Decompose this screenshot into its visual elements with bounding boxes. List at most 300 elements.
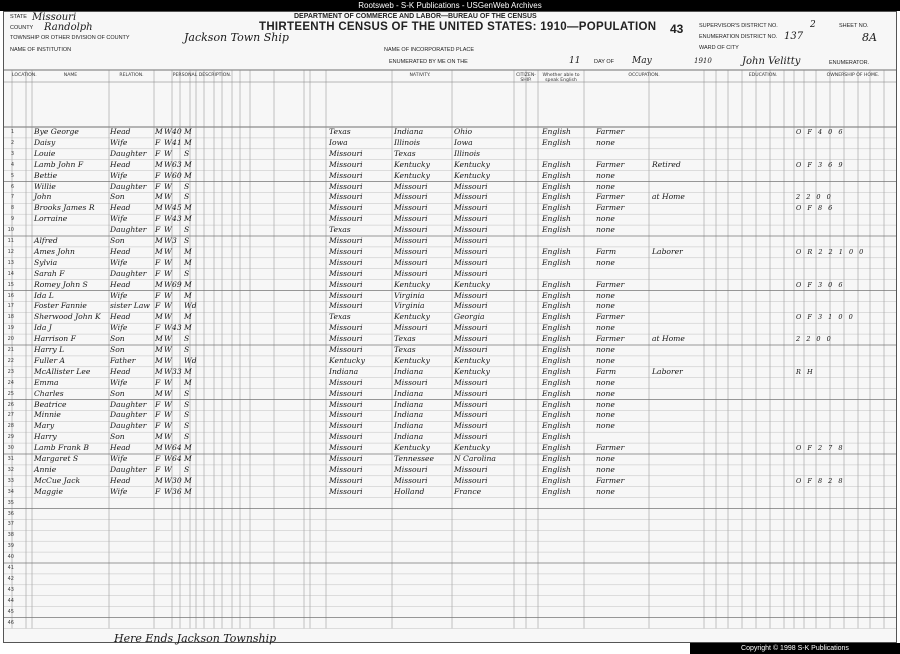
language: English [542, 312, 571, 322]
marital-status: S [184, 421, 190, 431]
line-number: 19 [7, 325, 14, 332]
sex: M [155, 355, 163, 365]
education-marks: O F 3 1 0 0 [796, 313, 855, 322]
month-value: May [632, 56, 652, 66]
column-header: RELATION. [119, 73, 144, 78]
mother-birthplace: Missouri [454, 290, 488, 300]
person-name: Bye George [34, 127, 79, 136]
sex: F [155, 301, 161, 311]
mother-birthplace: Missouri [454, 268, 488, 278]
line-number: 15 [7, 281, 14, 288]
birthplace: Missouri [329, 203, 363, 213]
occupation: none [596, 355, 615, 365]
birthplace: Missouri [329, 279, 363, 289]
age: 40 [172, 127, 182, 136]
age: 64 [172, 454, 182, 463]
race: W [164, 192, 172, 202]
line-number: 23 [7, 368, 14, 375]
father-birthplace: Missouri [394, 377, 428, 387]
sheet-no-label: SHEET NO. [839, 23, 869, 29]
father-birthplace: Missouri [394, 323, 428, 333]
marital-status: Wd [184, 355, 197, 365]
language: English [542, 388, 571, 398]
language: English [542, 464, 571, 474]
race: W [164, 137, 172, 147]
birthplace: Missouri [329, 388, 363, 398]
marital-status: M [184, 443, 192, 453]
race: W [164, 410, 172, 420]
column-header: NAME [63, 73, 78, 78]
language: English [542, 421, 571, 431]
occupation: none [596, 290, 615, 300]
occupation: none [596, 377, 615, 387]
person-name: Harry L [34, 345, 65, 354]
occupation: Farmer [596, 203, 625, 213]
person-name: Sylvia [34, 257, 58, 267]
line-number: 10 [7, 227, 14, 234]
father-birthplace: Missouri [394, 464, 428, 474]
birthplace: Texas [329, 127, 351, 136]
mother-birthplace: Missouri [454, 246, 488, 256]
relation: Head [110, 203, 131, 213]
age: 30 [172, 475, 182, 485]
father-birthplace: Missouri [394, 268, 428, 278]
mother-birthplace: Missouri [454, 399, 488, 409]
sex: M [155, 432, 163, 442]
person-name: Foster Fannie [34, 301, 87, 311]
race: W [164, 388, 172, 398]
father-birthplace: Missouri [394, 475, 428, 485]
age: 33 [172, 366, 182, 376]
sex: F [155, 181, 161, 191]
birthplace: Kentucky [329, 355, 365, 365]
language: English [542, 181, 571, 191]
mother-birthplace: Missouri [454, 192, 488, 202]
occupation: Farmer [596, 159, 625, 169]
occupation: Farm [596, 246, 617, 256]
language: English [542, 159, 571, 169]
occupation: none [596, 170, 615, 180]
race: W [164, 127, 172, 136]
line-number: 39 [7, 543, 14, 550]
father-birthplace: Indiana [394, 127, 424, 136]
relation: Son [110, 432, 125, 442]
person-name: Fuller A [34, 355, 66, 365]
sex: F [155, 290, 161, 300]
sex: M [155, 159, 163, 169]
relation: Wife [110, 290, 128, 300]
marital-status: M [184, 323, 192, 333]
sex: F [155, 323, 161, 333]
marital-status: M [184, 246, 192, 256]
relation: Father [110, 355, 136, 365]
person-name: Daisy [34, 137, 56, 147]
sex: M [155, 312, 163, 322]
birthplace: Missouri [329, 290, 363, 300]
mother-birthplace: Missouri [454, 345, 488, 354]
marital-status: M [184, 366, 192, 376]
occupation: none [596, 301, 615, 311]
marital-status: S [184, 464, 190, 474]
line-number: 28 [7, 423, 14, 430]
enumeration-label: ENUMERATION DISTRICT NO. [699, 34, 778, 40]
relation: sister Law [110, 301, 150, 311]
birthplace: Missouri [329, 257, 363, 267]
person-name: Beatrice [34, 399, 67, 409]
race: W [164, 486, 172, 496]
sex: F [155, 399, 161, 409]
industry: Laborer [652, 246, 683, 256]
relation: Head [110, 475, 131, 485]
column-header: CITIZEN-SHIP. [516, 73, 536, 83]
occupation: Farmer [596, 279, 625, 289]
line-number: 33 [7, 477, 14, 484]
race: W [164, 181, 172, 191]
language: English [542, 225, 571, 235]
person-name: Emma [34, 377, 59, 387]
father-birthplace: Texas [394, 148, 416, 158]
line-number: 27 [7, 412, 14, 419]
language: English [542, 366, 571, 376]
marital-status: Wd [184, 301, 197, 311]
race: W [164, 399, 172, 409]
column-header: NATIVITY. [409, 73, 431, 78]
person-name: Margaret S [34, 454, 79, 463]
mother-birthplace: Missouri [454, 257, 488, 267]
line-number: 4 [10, 161, 14, 168]
person-name: Lorraine [34, 214, 68, 224]
father-birthplace: Indiana [394, 388, 424, 398]
township-label: TOWNSHIP OR OTHER DIVISION OF COUNTY [10, 35, 130, 41]
marital-status: M [184, 214, 192, 224]
column-header: Whether able to speak English [542, 73, 580, 83]
mother-birthplace: Kentucky [454, 443, 490, 453]
race: W [164, 246, 172, 256]
mother-birthplace: N Carolina [454, 454, 496, 463]
column-header: EDUCATION. [748, 73, 778, 78]
birthplace: Missouri [329, 323, 363, 333]
father-birthplace: Tennessee [394, 454, 435, 463]
sex: F [155, 486, 161, 496]
occupation: none [596, 257, 615, 267]
person-name: Romey John S [34, 279, 88, 289]
sex: M [155, 127, 163, 136]
line-number: 12 [7, 248, 14, 255]
language: English [542, 432, 571, 442]
birthplace: Missouri [329, 334, 363, 344]
marital-status: M [184, 377, 192, 387]
father-birthplace: Kentucky [394, 312, 430, 322]
line-number: 22 [7, 357, 14, 364]
occupation: Farmer [596, 312, 625, 322]
language: English [542, 257, 571, 267]
enumerated-label: ENUMERATED BY ME ON THE [389, 59, 468, 65]
marital-status: M [184, 486, 192, 496]
father-birthplace: Indiana [394, 410, 424, 420]
father-birthplace: Missouri [394, 257, 428, 267]
race: W [164, 334, 172, 344]
relation: Son [110, 334, 125, 344]
relation: Son [110, 345, 125, 354]
person-name: Bettie [34, 170, 58, 180]
age: 45 [172, 203, 182, 213]
column-header: OWNERSHIP OF HOME. [826, 73, 880, 78]
birthplace: Missouri [329, 170, 363, 180]
race: W [164, 159, 172, 169]
race: W [164, 377, 172, 387]
language: English [542, 486, 571, 496]
birthplace: Iowa [329, 137, 348, 147]
language: English [542, 454, 571, 463]
sex: M [155, 345, 163, 354]
birthplace: Missouri [329, 432, 363, 442]
occupation: none [596, 421, 615, 431]
occupation: Farmer [596, 475, 625, 485]
line-number: 35 [7, 499, 14, 506]
birthplace: Missouri [329, 454, 363, 463]
marital-status: M [184, 170, 192, 180]
relation: Daughter [110, 421, 147, 431]
language: English [542, 443, 571, 453]
occupation: none [596, 181, 615, 191]
line-number: 46 [7, 619, 14, 626]
person-name: Sarah F [34, 268, 65, 278]
line-number: 34 [7, 488, 14, 495]
race: W [164, 366, 172, 376]
occupation: none [596, 323, 615, 333]
occupation: none [596, 486, 615, 496]
person-name: McAllister Lee [34, 366, 91, 376]
marital-status: M [184, 454, 192, 463]
education-marks: O F 8 6 [796, 204, 835, 213]
sex: M [155, 475, 163, 485]
county-value: Randolph [44, 22, 93, 33]
marital-status: S [184, 432, 190, 442]
line-number: 25 [7, 390, 14, 397]
day-of-label: DAY OF [594, 59, 614, 65]
sex: M [155, 236, 163, 245]
birthplace: Texas [329, 312, 351, 322]
place-label: NAME OF INCORPORATED PLACE [384, 47, 475, 53]
sex: M [155, 279, 163, 289]
sex: M [155, 203, 163, 213]
age: 43 [172, 323, 182, 333]
occupation: none [596, 410, 615, 420]
father-birthplace: Indiana [394, 366, 424, 376]
mother-birthplace: Kentucky [454, 170, 490, 180]
mother-birthplace: Georgia [454, 312, 485, 322]
line-number: 8 [10, 205, 14, 212]
sex: M [155, 366, 163, 376]
relation: Son [110, 192, 125, 202]
department-heading: DEPARTMENT OF COMMERCE AND LABOR—BUREAU OF THE CENSUS [294, 13, 537, 20]
year-value: 1910 [694, 57, 712, 65]
person-name: Harry [34, 432, 57, 442]
person-name: Louie [34, 148, 56, 158]
occupation: none [596, 214, 615, 224]
line-number: 2 [10, 139, 14, 146]
relation: Head [110, 159, 131, 169]
race: W [164, 214, 172, 224]
race: W [164, 454, 172, 463]
sex: F [155, 268, 161, 278]
race: W [164, 236, 172, 245]
father-birthplace: Kentucky [394, 170, 430, 180]
birthplace: Missouri [329, 246, 363, 256]
marital-status: S [184, 236, 190, 245]
mother-birthplace: Missouri [454, 377, 488, 387]
mother-birthplace: Ohio [454, 127, 473, 136]
occupation: Farmer [596, 443, 625, 453]
person-name: Charles [34, 388, 64, 398]
mother-birthplace: Missouri [454, 236, 488, 245]
occupation: none [596, 137, 615, 147]
race: W [164, 355, 172, 365]
sex: F [155, 214, 161, 224]
line-number: 43 [7, 586, 14, 593]
relation: Head [110, 443, 131, 453]
race: W [164, 301, 172, 311]
race: W [164, 323, 172, 333]
sex: M [155, 192, 163, 202]
sex: F [155, 421, 161, 431]
relation: Son [110, 388, 125, 398]
race: W [164, 432, 172, 442]
education-marks: O F 8 2 8 [796, 476, 845, 485]
race: W [164, 148, 172, 158]
father-birthplace: Indiana [394, 399, 424, 409]
occupation: none [596, 399, 615, 409]
mother-birthplace: Iowa [454, 137, 473, 147]
father-birthplace: Kentucky [394, 159, 430, 169]
birthplace: Texas [329, 225, 351, 235]
father-birthplace: Texas [394, 345, 416, 354]
mother-birthplace: Missouri [454, 301, 488, 311]
line-number: 14 [7, 270, 14, 277]
township-value: Jackson Town Ship [184, 31, 289, 44]
marital-status: M [184, 290, 192, 300]
line-number: 1 [10, 129, 14, 135]
mother-birthplace: Missouri [454, 432, 488, 442]
sex: F [155, 170, 161, 180]
mother-birthplace: France [454, 486, 482, 496]
mother-birthplace: Missouri [454, 475, 488, 485]
line-number: 42 [7, 575, 14, 582]
line-number: 18 [7, 314, 14, 321]
education-marks: O F 4 0 6 [796, 128, 845, 136]
industry: Retired [652, 159, 681, 169]
occupation: none [596, 345, 615, 354]
sex: M [155, 443, 163, 453]
enumerator-label: ENUMERATOR. [829, 60, 870, 66]
occupation: Farmer [596, 127, 625, 136]
line-number: 26 [7, 401, 14, 408]
father-birthplace: Indiana [394, 432, 424, 442]
birthplace: Missouri [329, 475, 363, 485]
language: English [542, 279, 571, 289]
age: 3 [172, 236, 177, 245]
line-number: 32 [7, 466, 14, 473]
mother-birthplace: Missouri [454, 410, 488, 420]
father-birthplace: Virginia [394, 290, 425, 300]
education-marks: 2 2 0 0 [796, 335, 833, 344]
footer-note: Here Ends Jackson Township [114, 632, 277, 645]
birthplace: Missouri [329, 192, 363, 202]
sex: F [155, 410, 161, 420]
line-number: 3 [10, 150, 14, 157]
language: English [542, 290, 571, 300]
state-value: Missouri [32, 12, 77, 23]
age: 36 [172, 486, 182, 496]
birthplace: Missouri [329, 236, 363, 245]
education-marks: 2 2 0 0 [796, 193, 833, 202]
language: English [542, 355, 571, 365]
relation: Wife [110, 377, 128, 387]
county-label: COUNTY [10, 25, 34, 31]
person-name: Mary [34, 421, 55, 431]
person-name: John [34, 192, 52, 202]
copyright-notice: Copyright © 1998 S-K Publications [690, 643, 900, 654]
age: 43 [172, 214, 182, 224]
relation: Daughter [110, 410, 147, 420]
relation: Wife [110, 214, 128, 224]
archive-banner: Rootsweb - S-K Publications - USGenWeb Archives [0, 0, 900, 11]
mother-birthplace: Kentucky [454, 159, 490, 169]
language: English [542, 323, 571, 333]
mother-birthplace: Missouri [454, 225, 488, 235]
language: English [542, 410, 571, 420]
occupation: none [596, 225, 615, 235]
mother-birthplace: Missouri [454, 323, 488, 333]
marital-status: S [184, 334, 190, 344]
relation: Wife [110, 454, 128, 463]
mother-birthplace: Missouri [454, 181, 488, 191]
line-number: 36 [7, 510, 14, 517]
birthplace: Missouri [329, 159, 363, 169]
line-number: 7 [10, 194, 14, 201]
state-label: STATE [10, 14, 27, 20]
race: W [164, 170, 172, 180]
birthplace: Missouri [329, 486, 363, 496]
language: English [542, 192, 571, 202]
person-name: Brooks James R [34, 203, 95, 213]
mother-birthplace: Kentucky [454, 355, 490, 365]
form-grid [4, 12, 896, 642]
birthplace: Missouri [329, 399, 363, 409]
race: W [164, 268, 172, 278]
father-birthplace: Texas [394, 334, 416, 344]
enumeration-value: 137 [784, 31, 804, 42]
relation: Daughter [110, 225, 147, 235]
occupation: Farm [596, 366, 617, 376]
enumerator-name: John Velitty [742, 56, 801, 67]
sex: F [155, 257, 161, 267]
line-number: 40 [7, 554, 14, 561]
marital-status: M [184, 312, 192, 322]
relation: Son [110, 236, 125, 245]
relation: Daughter [110, 268, 147, 278]
marital-status: S [184, 268, 190, 278]
father-birthplace: Missouri [394, 192, 428, 202]
language: English [542, 127, 571, 136]
industry: Laborer [652, 366, 683, 376]
line-number: 29 [7, 434, 14, 441]
relation: Daughter [110, 399, 147, 409]
birthplace: Missouri [329, 421, 363, 431]
education-marks: O F 3 0 6 [796, 280, 845, 289]
race: W [164, 464, 172, 474]
marital-status: S [184, 345, 190, 354]
